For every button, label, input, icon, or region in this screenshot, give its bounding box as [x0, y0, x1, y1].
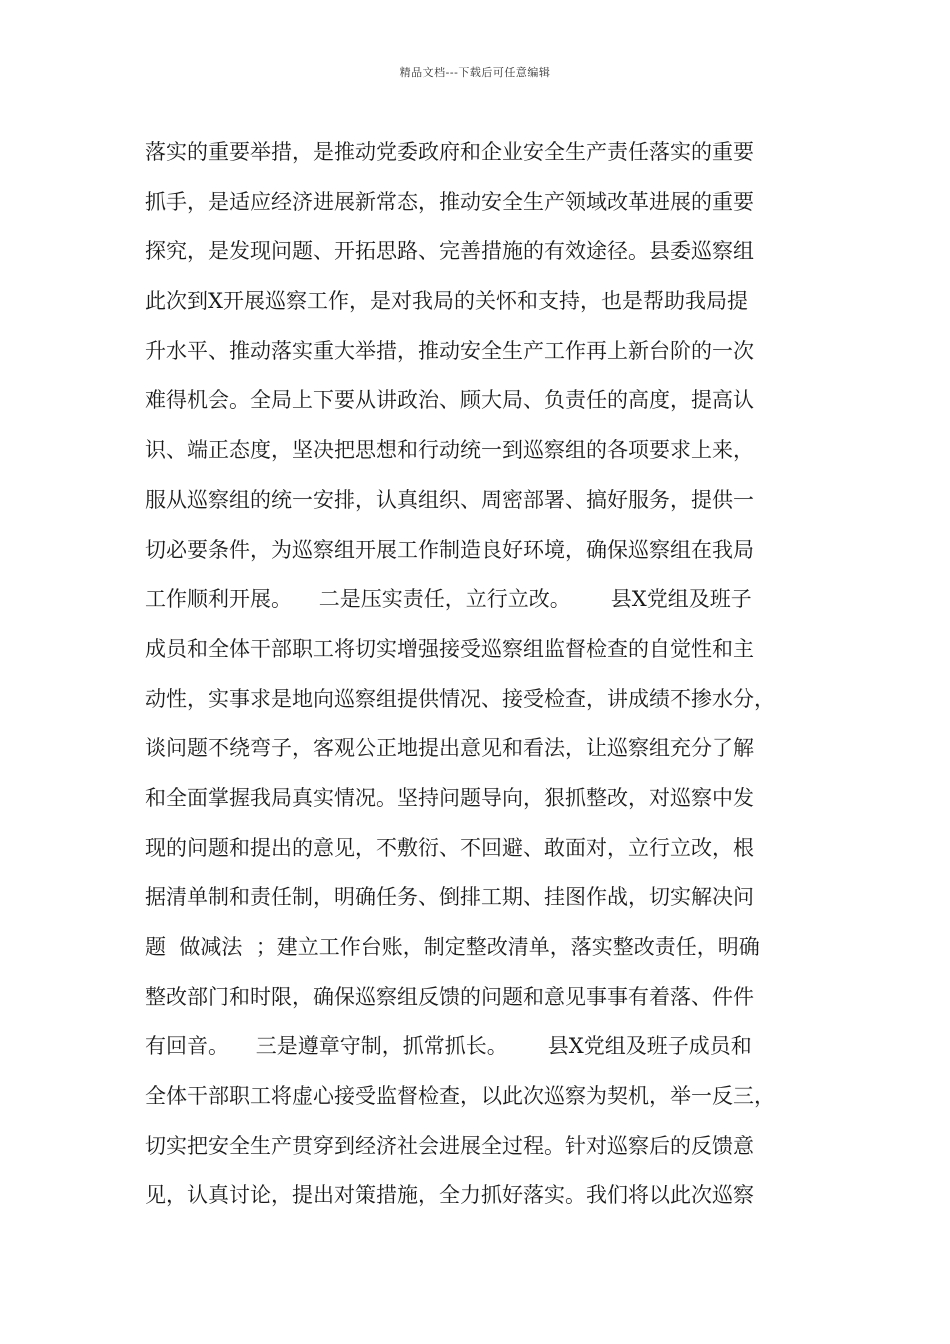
text-line: 全体干部职工将虚心接受监督检查，以此次巡察为契机，举一反三，: [145, 1084, 775, 1109]
text-line: 切实把安全生产贯穿到经济社会进展全过程。针对巡察后的反馈意: [145, 1133, 754, 1158]
text-line: 有回音。 三是遵章守制，抓常抓长。 县X党组及班子成员和: [145, 1034, 752, 1059]
text-line: 工作顺利开展。 二是压实责任，立行立改。 县X党组及班子: [145, 587, 752, 612]
text-line: 谈问题不绕弯子，客观公正地提出意见和看法，让巡察组充分了解: [145, 736, 754, 761]
text-line: 服从巡察组的统一安排，认真组织、周密部署、搞好服务，提供一: [145, 487, 754, 512]
text-line: 切必要条件，为巡察组开展工作制造良好环境，确保巡察组在我局: [145, 537, 754, 562]
text-line: 和全面掌握我局真实情况。坚持问题导向，狠抓整改，对巡察中发: [145, 785, 754, 810]
text-line: 整改部门和时限，确保巡察组反馈的问题和意见事事有着落、件件: [145, 984, 754, 1009]
text-line: 题 做减法 ；建立工作台账，制定整改清单，落实整改责任，明确: [145, 935, 760, 959]
text-line: 此次到X开展巡察工作，是对我局的关怀和支持，也是帮助我局提: [145, 289, 748, 314]
text-line: 探究，是发现问题、开拓思路、完善措施的有效途径。县委巡察组: [145, 239, 754, 264]
text-line: 现的问题和提出的意见，不敷衍、不回避、敢面对，立行立改，根: [145, 835, 754, 860]
body-text: [145, 128, 825, 1221]
text-line: 据清单制和责任制，明确任务、倒排工期、挂图作战，切实解决问: [145, 885, 754, 910]
text-line: 见，认真讨论，提出对策措施，全力抓好落实。我们将以此次巡察: [145, 1183, 754, 1208]
text-line: 升水平、推动落实重大举措，推动安全生产工作再上新台阶的一次: [145, 338, 754, 363]
text-line: 抓手，是适应经济进展新常态，推动安全生产领域改革进展的重要: [145, 189, 754, 214]
text-line: 难得机会。全局上下要从讲政治、顾大局、负责任的高度，提高认: [145, 388, 754, 413]
page-header: 精品文档---下载后可任意编辑: [399, 66, 551, 79]
text-line: 动性，实事求是地向巡察组提供情况、接受检查，讲成绩不掺水分，: [145, 686, 775, 711]
text-line: 落实的重要举措，是推动党委政府和企业安全生产责任落实的重要: [145, 140, 754, 164]
text-line: 成员和全体干部职工将切实增强接受巡察组监督检查的自觉性和主: [145, 636, 754, 661]
text-line: 识、端正态度，坚决把思想和行动统一到巡察组的各项要求上来，: [145, 438, 754, 463]
